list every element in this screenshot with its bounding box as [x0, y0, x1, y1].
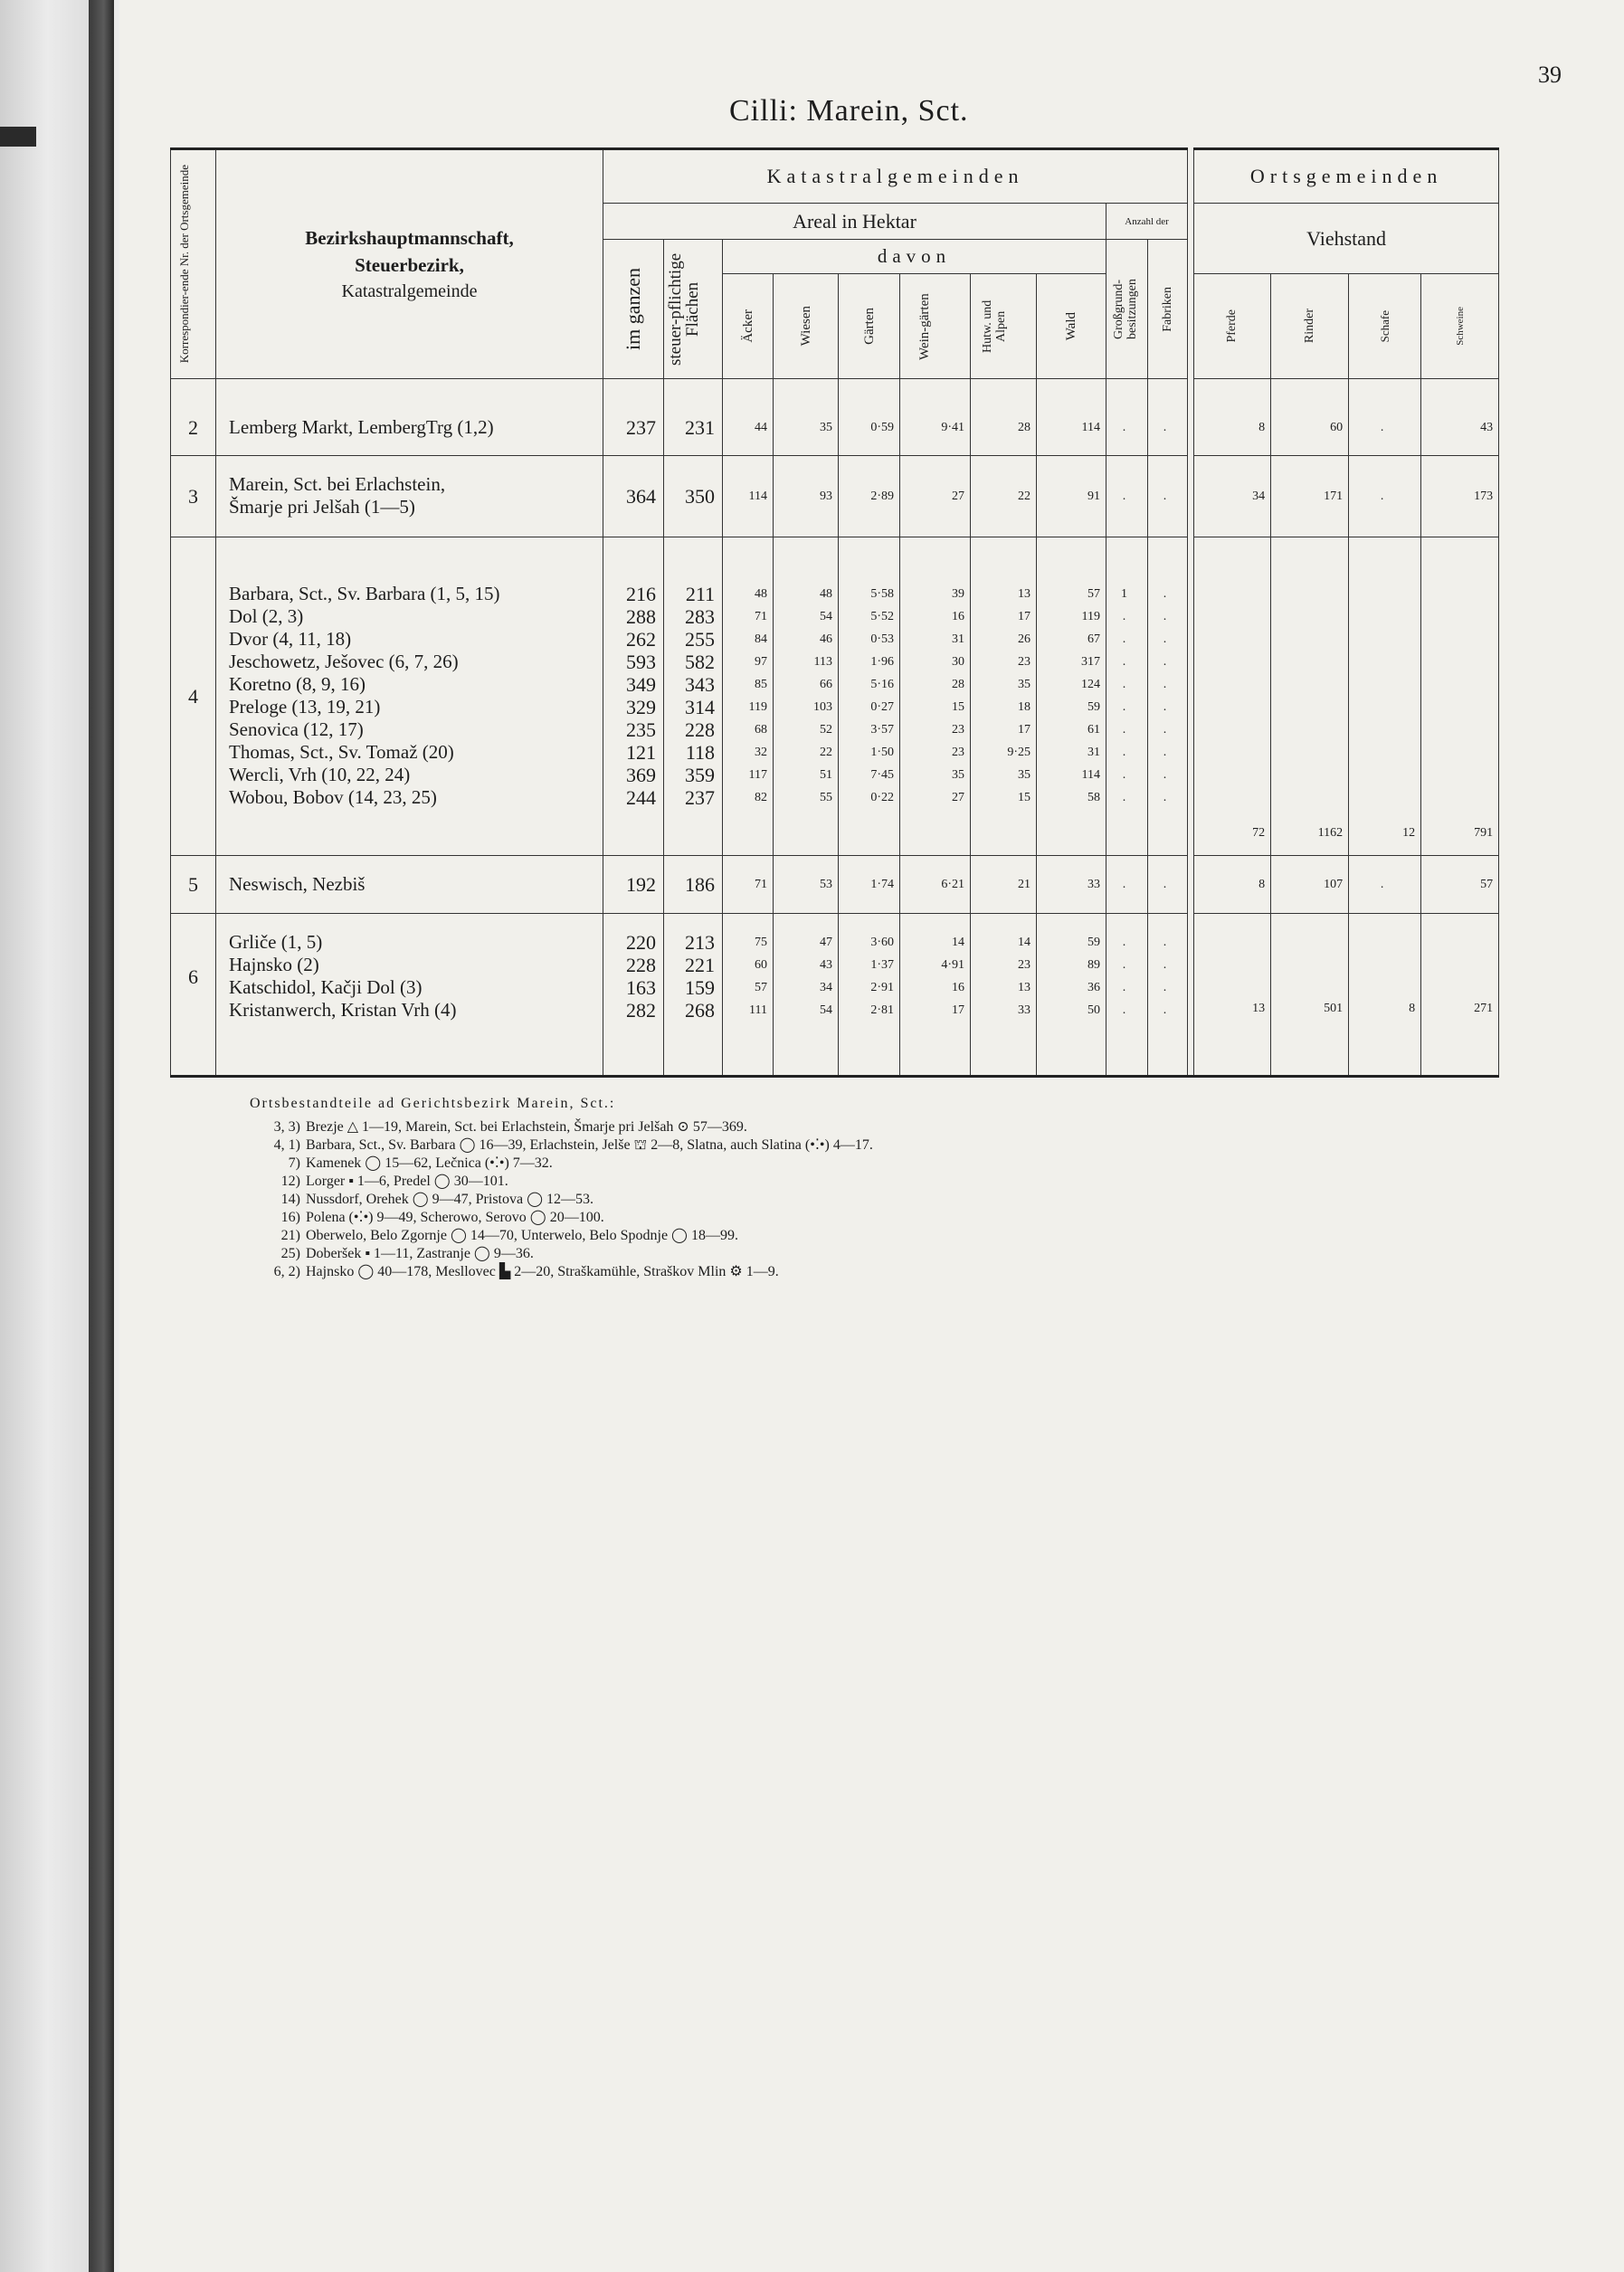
footnote-line: 12) Lorger ▪ 1—6, Predel ◯ 30—101.	[280, 1174, 508, 1189]
header-steuerpflichtig: steuer-pflichtige Flächen	[664, 240, 723, 379]
header-viehstand: Viehstand	[1194, 204, 1499, 274]
header-areal: Areal in Hektar	[603, 204, 1106, 240]
header-im-ganzen: im ganzen	[603, 240, 664, 379]
table-row: 4 Barbara, Sct., Sv. Barbara (1, 5, 15) Dol (2, 3) Dvor (4, 11, 18) Jeschowetz, Ješovec (6, 7, 26) Koretno (8, 9, 16) Preloge (13, 19, 21) Senovica (12, 17) Thomas, Sct., Sv. Tomaž (20) Wercli, Vrh (10, 22, 24) Wobou, Bobov (14, 23, 25) 216 288 262 593 349 329 235 121 369 244 211 283 255 582 343 314 228 118 359 237 48 71 84 97 85 119 68 32 117 82 48 54 46 113 66 103 52 22 51 55 5·58 5·52 0·53 1·96 5·16 0·27 3·57 1·50 7·45 0·22 39 16 31 30 28 15 23 23 35 27 13 17 26 23 35 18 17 9·25 35 15 57 119 67 317 124 59 61 31 114 58 1 . . . . . . . . . . . . . . . . . . . 72 1162 12 791	[171, 537, 1499, 855]
header-weingaerten: Wein-gärten	[900, 274, 971, 379]
footnote-line: 16) Polena (•⁚•) 9—49, Scherowo, Serovo ◯ 20—100.	[280, 1210, 604, 1225]
footnotes	[250, 1095, 1335, 1281]
header-schafe: Schafe	[1349, 274, 1421, 379]
header-schweine: Schweine	[1421, 274, 1499, 379]
table-row: 6 Grliče (1, 5) Hajnsko (2) Katschidol, Kačji Dol (3) Kristanwerch, Kristan Vrh (4) 220 228 163 282 213 221 159 268 75 60 57 111 47 43 34 54 3·60 1·37 2·91 2·81 14 4·91 16 17 14 23 13 33 59 89 36 50 . . . . . . . . 13 501 8 271	[171, 913, 1499, 1040]
footnote-line: 25) Doberšek ▪ 1—11, Zastranje ◯ 9—36.	[280, 1246, 534, 1261]
header-anzahl: Anzahl der	[1106, 204, 1188, 240]
statistics-table	[170, 147, 1499, 1078]
header-davon: davon	[723, 240, 1106, 274]
table-row: 3 Marein, Sct. bei Erlachstein, Šmarje pri Jelšah (1—5) 364 350 114 93 2·89 27 22 91 . . 34 171 . 173	[171, 455, 1499, 537]
page-number: 39	[1538, 62, 1562, 88]
footnote-line: 4, 1) Barbara, Sct., Sv. Barbara ◯ 16—39, Erlachstein, Jelše ⛫ 2—8, Slatna, auch Slatina (•⁚•) 4—17.	[273, 1137, 873, 1153]
header-ortsgemeinden: Ortsgemeinden	[1194, 149, 1499, 204]
header-nr: Korrespondier-ende Nr. der Ortsgemeinde	[171, 149, 216, 379]
header-wald: Wald	[1037, 274, 1106, 379]
header-fabriken: Fabriken	[1148, 240, 1188, 379]
table-row: 5 Neswisch, Nezbiš 192 186 71 53 1·74 6·21 21 33 . . 8 107 . 57	[171, 855, 1499, 913]
footnote-line: 7) Kamenek ◯ 15—62, Lečnica (•⁚•) 7—32.	[288, 1155, 553, 1171]
footnote-line: 21) Oberwelo, Belo Zgornje ◯ 14—70, Unterwelo, Belo Spodnje ◯ 18—99.	[280, 1228, 738, 1243]
table-row: 2 Lemberg Markt, LembergTrg (1,2) 237 231 44 35 0·59 9·41 28 114 . . 8 60 . 43	[171, 401, 1499, 455]
header-rinder: Rinder	[1271, 274, 1349, 379]
header-aecker: Äcker	[723, 274, 774, 379]
header-pferde: Pferde	[1194, 274, 1271, 379]
page-title: Cilli: Marein, Sct.	[729, 94, 969, 128]
footnote-line: 6, 2) Hajnsko ◯ 40—178, Mesllovec ▙ 2—20, Straškamühle, Straškov Mlin ⚙ 1—9.	[273, 1264, 779, 1279]
header-grossgrund: Großgrund-besitzungen	[1106, 240, 1148, 379]
header-gaerten: Gärten	[839, 274, 900, 379]
header-wiesen: Wiesen	[774, 274, 839, 379]
book-gutter	[89, 0, 114, 2272]
gutter-mark	[0, 127, 36, 147]
header-katastralgemeinden: Katastralgemeinden	[603, 149, 1188, 204]
footnotes-heading: Ortsbestandteile ad Gerichtsbezirk Marein, Sct.:	[250, 1096, 616, 1111]
footnote-line: 14) Nussdorf, Orehek ◯ 9—47, Pristova ◯ 12—53.	[280, 1192, 594, 1207]
footnote-line: 3, 3) Brezje △ 1—19, Marein, Sct. bei Erlachstein, Šmarje pri Jelšah ⊙ 57—369.	[273, 1119, 747, 1135]
header-bezirk: Bezirkshauptmannschaft, Steuerbezirk, Katastralgemeinde	[216, 149, 603, 379]
header-hutweiden: Hutw. und Alpen	[971, 274, 1037, 379]
